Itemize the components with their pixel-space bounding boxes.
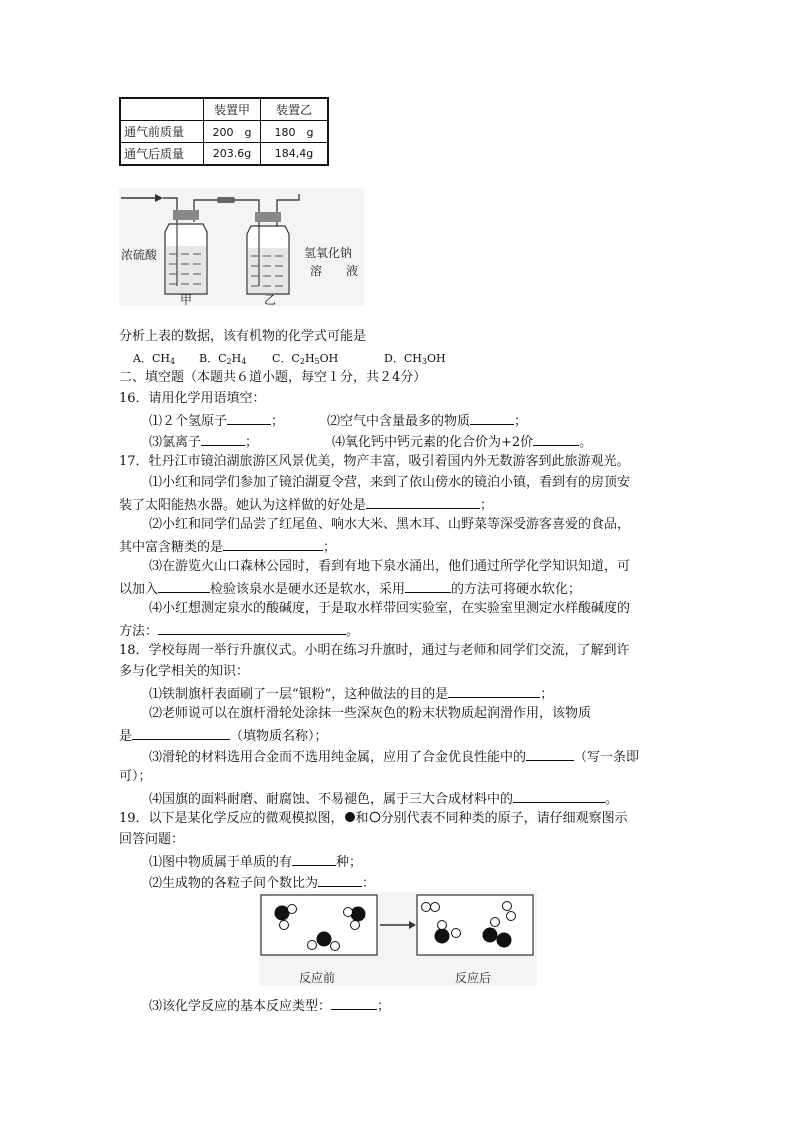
q19-part-1 (149, 853, 362, 871)
q18-part-2a: ⑵老师说可以在旗杆滑轮处涂抹一些深灰色的粉末状物质起润滑作用，该物质 (149, 706, 592, 721)
q17-part-1b (119, 496, 493, 514)
table-row (120, 143, 328, 166)
q17-part-4b (119, 622, 359, 640)
q16-stem: 16．请用化学用语填空： (119, 391, 266, 406)
text: 。 (605, 792, 619, 807)
text: 以加入 (119, 582, 159, 597)
answer-blank[interactable] (227, 412, 271, 425)
text: 和 (355, 811, 369, 826)
answer-blank[interactable] (158, 622, 346, 635)
label-jia: 甲 (180, 293, 193, 307)
text: 检验该泉水是硬水还是软水，采用 (210, 582, 406, 597)
text: ； (514, 414, 528, 429)
label-after-reaction: 反应后 (455, 971, 492, 985)
text: ⑴图中物质属于单质的有 (149, 855, 293, 870)
option-c-end: OH (319, 352, 339, 365)
text: 19．以下是某化学反应的微观模拟图， (119, 811, 344, 826)
option-c-mid: H (304, 352, 315, 365)
text: 分别代表不同种类的原子，请仔细观察图示 (380, 811, 628, 826)
answer-blank[interactable] (223, 538, 323, 551)
label-yi: 乙 (264, 293, 277, 307)
white-atom-icon (369, 811, 381, 823)
text: 。 (579, 435, 593, 450)
answer-blank[interactable] (132, 727, 230, 740)
table-cell: 203.6g (204, 143, 261, 166)
q15-stem: 分析上表的数据，该有机物的化学式可能是 (119, 329, 367, 344)
table-header-yi: 装置乙 (261, 98, 329, 121)
table-cell: 180 g (261, 121, 329, 143)
q17-part-2b (119, 538, 336, 556)
answer-blank[interactable] (366, 496, 480, 509)
text: 。 (346, 624, 360, 639)
q16-part-4 (332, 433, 592, 451)
option-a-text: A．CH (133, 352, 170, 365)
q15-option-b (199, 350, 246, 366)
text: ； (540, 687, 554, 702)
q17-part-1a: ⑴小红和同学们参加了镜泊湖夏令营，来到了依山傍水的镜泊小镇，看到有的房顶安 (149, 475, 631, 490)
q19-stem-2: 回答问题： (119, 832, 185, 847)
q18-part-4 (149, 790, 618, 808)
table-cell-label: 通气后质量 (120, 143, 204, 166)
option-b-mid: H (231, 352, 242, 365)
sub: 3 (421, 357, 427, 366)
q17-part-3b (119, 580, 581, 598)
q19-stem-1 (119, 811, 628, 827)
text: 其中富含糖类的是 (119, 540, 224, 555)
table-header-empty (120, 98, 204, 121)
text: 是 (119, 729, 133, 744)
text: 种； (336, 855, 363, 870)
text: ⑷国旗的面料耐磨、耐腐蚀、不易褪色，属于三大合成材料中的 (149, 792, 514, 807)
q16-part-3 (149, 433, 258, 451)
table-cell: 184,4g (261, 143, 329, 166)
text: ⑵生成物的各粒子间个数比为 (149, 876, 319, 891)
q18-stem-1: 18．学校每周一举行升旗仪式。小明在练习升旗时，通过与老师和同学们交流，了解到许 (119, 643, 630, 658)
answer-blank[interactable] (201, 433, 245, 446)
q19-part-3 (149, 997, 390, 1015)
label-naoh-2: 溶 液 (310, 264, 359, 278)
option-d-end: OH (426, 352, 446, 365)
q18-stem-2: 多与化学相关的知识： (119, 664, 250, 679)
text: ⑴２个氢原子 (149, 414, 228, 429)
answer-blank[interactable] (318, 874, 362, 887)
answer-blank[interactable] (158, 580, 210, 593)
answer-blank[interactable] (533, 433, 579, 446)
table-cell-label: 通气前质量 (120, 121, 204, 143)
text: ： (362, 876, 376, 891)
option-b-text: B．C (199, 352, 227, 365)
text: ⑴铁制旗杆表面刷了一层“银粉”，这种做法的目的是 (149, 687, 449, 702)
q16-part-2 (327, 412, 527, 430)
text: ⑶该化学反应的基本反应类型： (149, 999, 332, 1014)
text: ； (245, 435, 259, 450)
text: 的方法可将硬水软化； (451, 582, 582, 597)
label-concentrated-sulfuric-acid: 浓硫酸 (121, 248, 158, 262)
q18-part-1 (149, 685, 553, 703)
text: ⑶滑轮的材料选用合金而不选用纯金属，应用了合金优良性能中的 (149, 750, 527, 765)
text: ⑷氧化钙中钙元素的化合价为+2价 (332, 435, 534, 450)
q18-part-3b: 可）； (119, 769, 152, 784)
answer-blank[interactable] (448, 685, 540, 698)
text: 装了太阳能热水器。她认为这样做的好处是 (119, 498, 367, 513)
table-header-jia: 装置甲 (204, 98, 261, 121)
table-header-row (120, 98, 328, 121)
answer-blank[interactable] (513, 790, 605, 803)
sub: 4 (169, 357, 176, 366)
q16-part-1 (149, 412, 284, 430)
text: ； (480, 498, 494, 513)
answer-blank[interactable] (331, 997, 377, 1010)
text: 方法： (119, 624, 159, 639)
sub: 5 (314, 357, 320, 366)
text: （写一条即 (574, 750, 640, 765)
q18-part-2b (119, 727, 328, 745)
text: ； (377, 999, 391, 1014)
table-row (120, 121, 328, 143)
sub: 4 (241, 357, 247, 366)
table-cell: 200 g (204, 121, 261, 143)
answer-blank[interactable] (292, 853, 336, 866)
text: ⑵空气中含量最多的物质 (327, 414, 471, 429)
label-naoh-1: 氢氧化钠 (304, 246, 353, 260)
text: （填物质名称）； (230, 729, 328, 744)
q15-option-c (272, 350, 338, 366)
section-heading: 二、填空题（本题共６道小题，每空１分，共２4分） (119, 370, 427, 385)
text: ； (323, 540, 337, 555)
sub: 2 (226, 357, 232, 366)
q15-option-d (384, 350, 446, 366)
answer-blank[interactable] (405, 580, 451, 593)
q17-part-3a: ⑶在游览火山口森林公园时，看到有地下泉水涌出，他们通过所学化学知识知道，可 (149, 559, 631, 574)
answer-blank[interactable] (470, 412, 514, 425)
sub: 2 (299, 357, 305, 366)
black-atom-icon (344, 811, 356, 823)
q17-stem: 17．牡丹江市镜泊湖旅游区风景优美，物产丰富，吸引着国内外无数游客到此旅游观光。 (119, 454, 630, 469)
option-d-text: D．CH (384, 352, 422, 365)
q17-part-4a: ⑷小红想测定泉水的酸碱度，于是取水样带回实验室，在实验室里测定水样酸碱度的 (149, 601, 631, 616)
label-before-reaction: 反应前 (299, 971, 336, 985)
mass-table (119, 97, 329, 166)
q15-option-a (133, 350, 175, 366)
option-c-text: C．C (272, 352, 300, 365)
q17-part-2a: ⑵小红和同学们品尝了红尾鱼、响水大米、黑木耳、山野菜等深受游客喜爱的食品， (149, 517, 631, 532)
answer-blank[interactable] (526, 748, 574, 761)
text: ⑶氯离子 (149, 435, 202, 450)
q19-part-2 (149, 874, 375, 892)
q18-part-3a (149, 748, 639, 766)
text: ； (271, 414, 285, 429)
